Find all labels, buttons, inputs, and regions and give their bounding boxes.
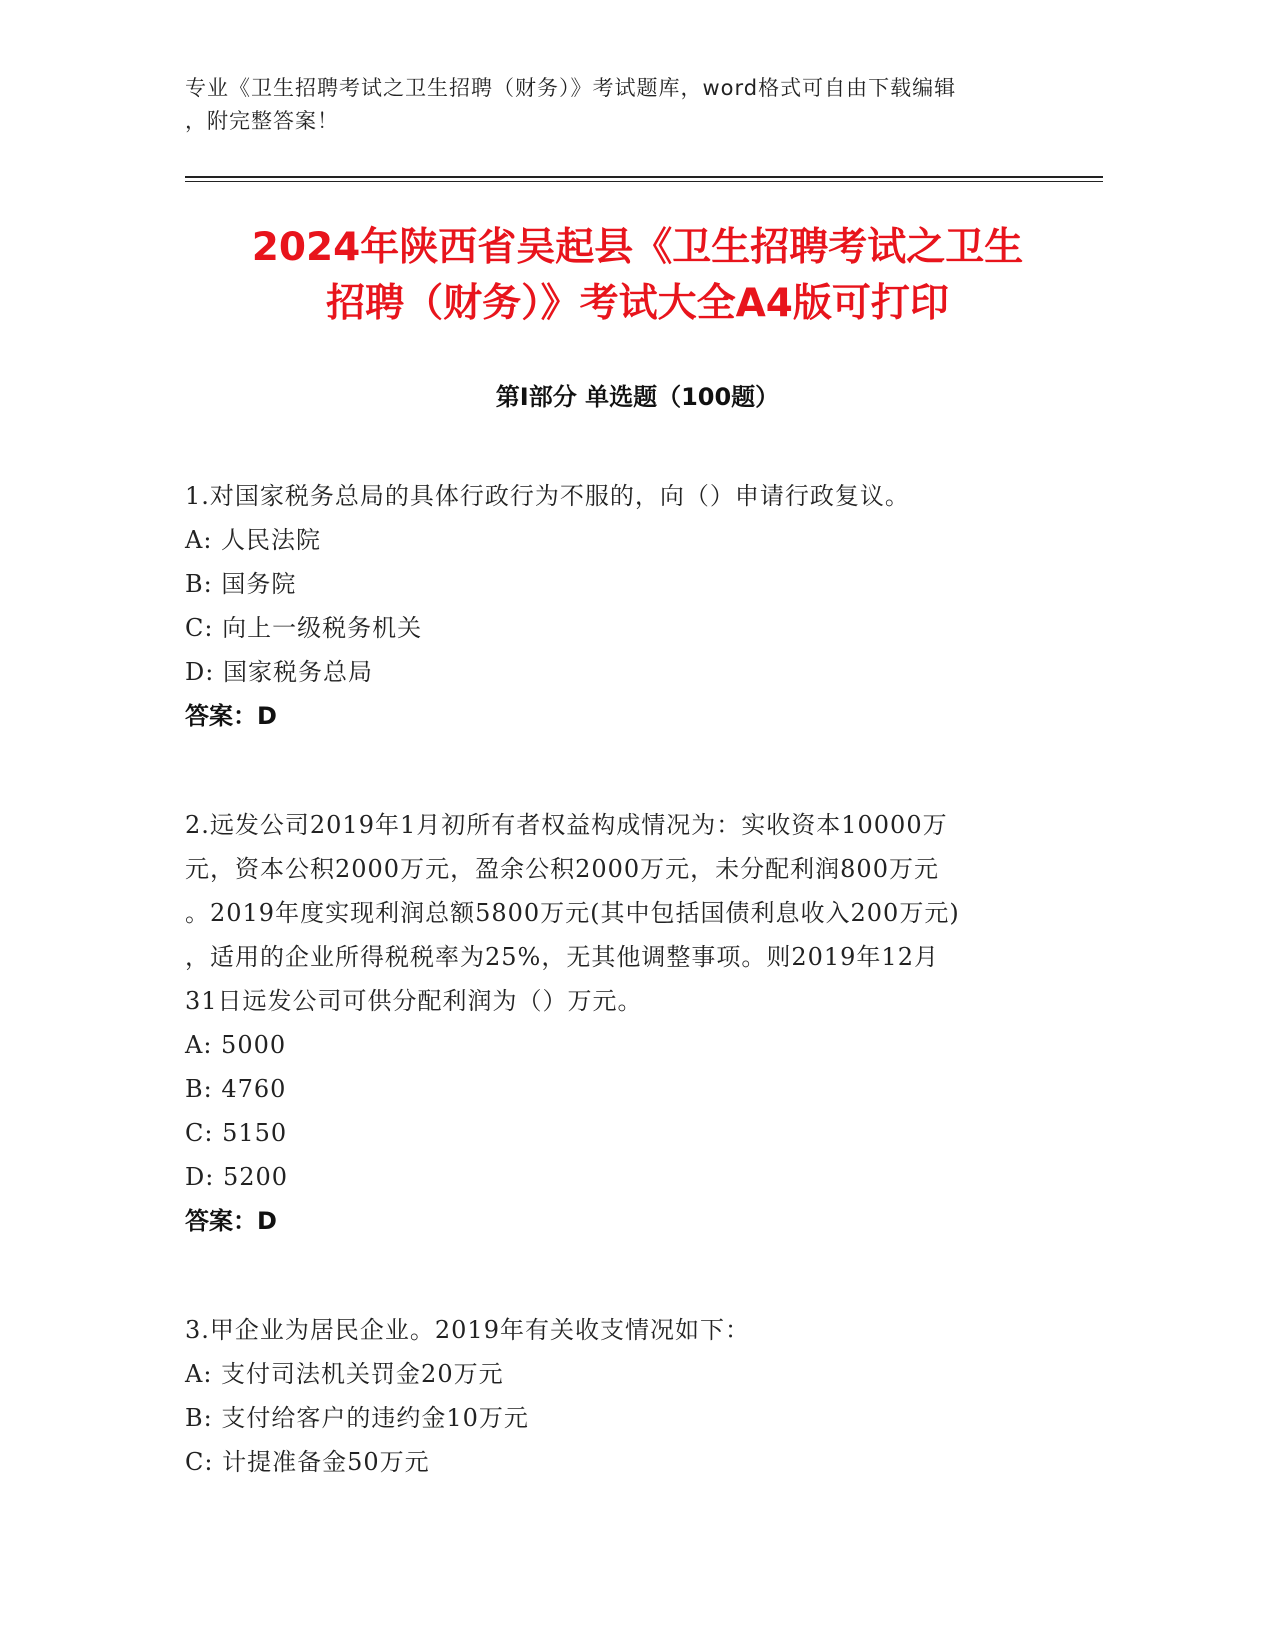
question-2: [185, 803, 1085, 1243]
question-list: [185, 474, 1085, 1484]
question-text: 3.甲企业为居民企业。2019年有关收支情况如下：: [185, 1316, 750, 1344]
option-a: A: 支付司法机关罚金20万元: [185, 1360, 504, 1388]
question-text: 。2019年度实现利润总额5800万元(其中包括国债利息收入200万元): [185, 899, 960, 927]
option-c: C: 计提准备金50万元: [185, 1448, 430, 1476]
option-b: B: 4760: [185, 1075, 287, 1103]
answer: 答案：D: [185, 702, 277, 730]
header-rule-thin: [185, 181, 1103, 182]
option-c: C: 5150: [185, 1119, 288, 1147]
question-3: [185, 1308, 1085, 1484]
option-d: D: 国家税务总局: [185, 658, 373, 686]
question-text: 元，资本公积2000万元，盈余公积2000万元，未分配利润800万元: [185, 855, 939, 883]
question-1: [185, 474, 1085, 738]
option-b: B: 国务院: [185, 570, 297, 598]
option-a: A: 人民法院: [185, 526, 322, 554]
document-title: [120, 220, 1155, 332]
question-gap: [185, 738, 1085, 803]
option-b: B: 支付给客户的违约金10万元: [185, 1404, 529, 1432]
question-gap: [185, 1243, 1085, 1308]
header-note-line-2: ，附完整答案！: [185, 109, 339, 133]
title-line-2: 招聘（财务）》考试大全A4版可打印: [326, 281, 949, 326]
question-text: 31日远发公司可供分配利润为（）万元。: [185, 987, 643, 1015]
header-note-line-1: 专业《卫生招聘考试之卫生招聘（财务）》考试题库，word格式可自由下载编辑: [185, 76, 957, 100]
option-c: C: 向上一级税务机关: [185, 614, 423, 642]
question-text: 2.远发公司2019年1月初所有者权益构成情况为：实收资本10000万: [185, 811, 948, 839]
header-note: [185, 72, 1065, 138]
question-text: ，适用的企业所得税税率为25%，无其他调整事项。则2019年12月: [185, 943, 939, 971]
header-rule-thick: [185, 176, 1103, 178]
option-a: A: 5000: [185, 1031, 287, 1059]
option-d: D: 5200: [185, 1163, 289, 1191]
answer: 答案：D: [185, 1207, 277, 1235]
question-text: 1.对国家税务总局的具体行政行为不服的，向（）申请行政复议。: [185, 482, 910, 510]
section-heading: 第I部分 单选题（100题）: [495, 383, 780, 411]
title-line-1: 2024年陕西省吴起县《卫生招聘考试之卫生: [251, 225, 1024, 270]
